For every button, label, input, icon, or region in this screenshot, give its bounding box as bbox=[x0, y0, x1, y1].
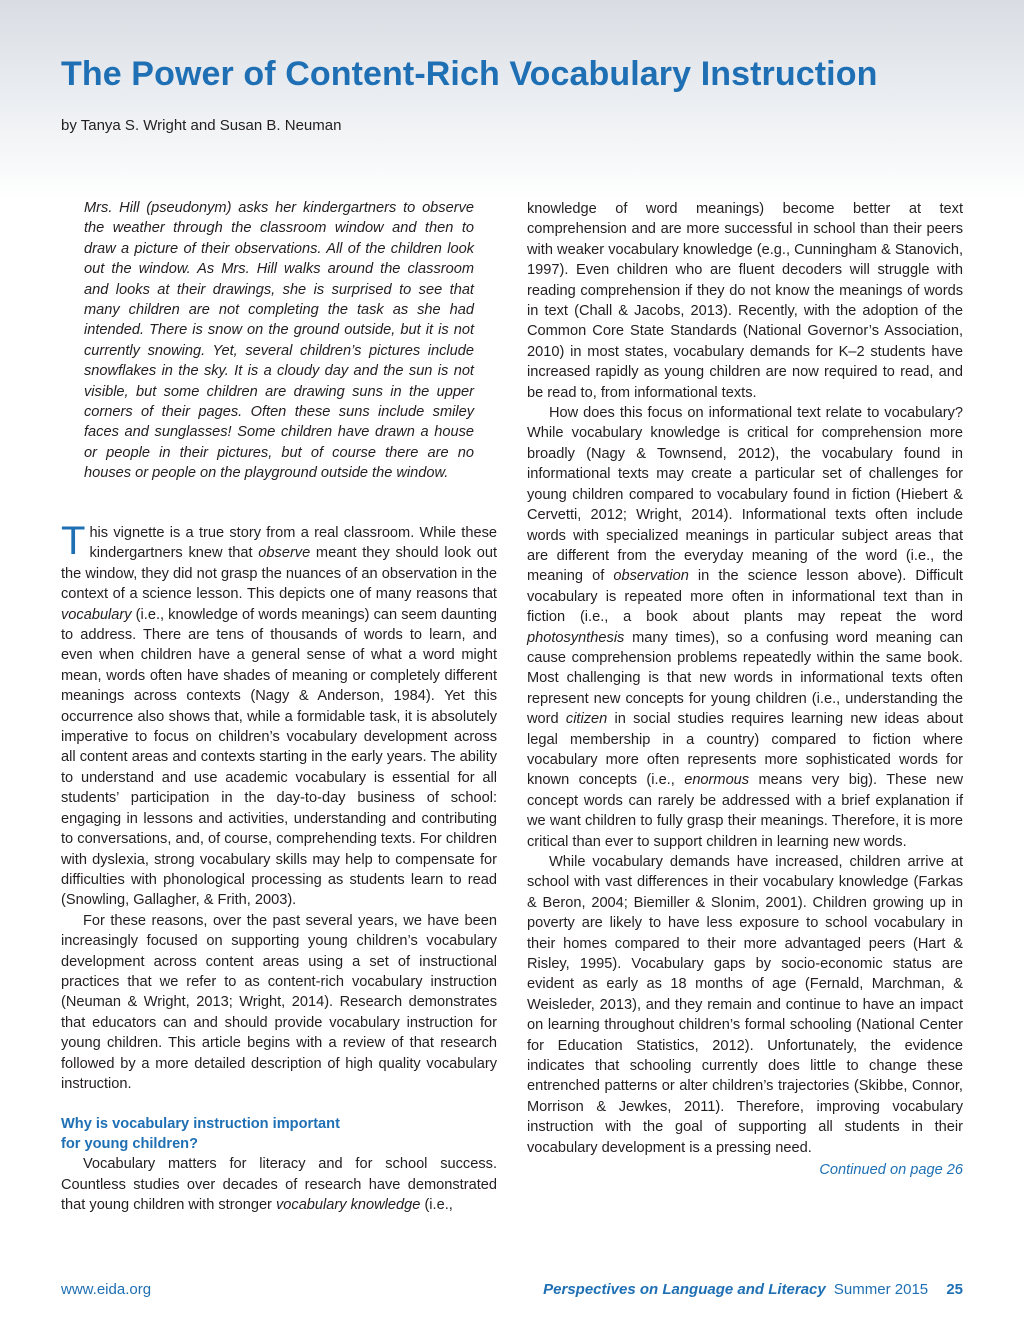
drop-cap: T bbox=[61, 519, 86, 563]
issue-season: Summer 2015 bbox=[833, 1281, 929, 1298]
right-column bbox=[527, 199, 963, 1181]
journal-name: Perspectives on Language and Literacy bbox=[543, 1281, 826, 1298]
paragraph-r1: knowledge of word meanings) become better at text comprehension and are more successful in school than their peers with weaker vocabulary knowledge (e.g., Cunningham & Stanovich, 1997). Even children who are fluent decoders will struggle with reading comprehension if they do not know the meanings of words in text (Chall & Jacobs, 2013). Recently, with the adoption of the Common Core State Standards (National Governor’s Association, 2010) in most states, vocabulary demands for K–2 students have increased rapidly as young children are now required to read, and be read to, from informational texts. bbox=[527, 201, 963, 401]
byline: by Tanya S. Wright and Susan B. Neuman bbox=[61, 117, 342, 134]
page-number: 25 bbox=[946, 1281, 963, 1298]
paragraph-1: This vignette is a true story from a real classroom. While these kindergartners knew that observe meant they should look out the window, they did not grasp the nuances of an observation in the context of a science lesson. This depicts one of many reasons that vocabulary (i.e., knowledge of words meanings) can seem daunting to address. There are tens of thousands of words to learn, and even when children have a general sense of what a word might mean, words often have shades of meaning or completely different meanings across contexts (Nagy & Anderson, 1984). Yet this occurrence also shows that, while a formidable task, it is absolutely imperative to focus on children’s vocabulary development across all content areas and contexts starting in the early years. The ability to understand and use academic vocabulary is essential for all students’ participation in the day-to-day business of school: engaging in lessons and activities, understanding and contributing to conversations, and, of course, comprehending texts. For children with dyslexia, strong vocabulary skills may help to compensate for difficulties with phonological processing as students learn to read (Snowling, Gallagher, & Frith, 2003). bbox=[61, 519, 498, 909]
left-column bbox=[61, 519, 498, 1216]
article-title: The Power of Content-Rich Vocabulary Instruction bbox=[61, 55, 878, 93]
paragraph-r2: How does this focus on informational text relate to vocabulary? While vocabulary knowledge is critical for comprehension more broadly (Nagy & Townsend, 2012), the vocabulary found in informational texts may create a particular set of challenges for young children compared to vocabulary found in fiction (Hiebert & Cervetti, 2012; Wright, 2014). Informational texts often include words with specialized meanings in particular subject areas that are different from the everyday meaning of the word (i.e., the meaning of observation in the science lesson above). Difficult vocabulary is repeated more often in informational text than in fiction (i.e., a book about plants may repeat the word photosynthesis many times), so a confusing word meaning can cause comprehension problems repeatedly within the same book. Most challenging is that new words in informational texts often represent new concepts for young children (i.e., understanding the word citizen in social studies requires learning new ideas about legal membership in a country) compared to fiction where vocabulary more often represents more sophisticated words for known concepts (i.e., enormous means very big). These new concept words can rarely be addressed with a brief explanation if we want children to fully grasp their meanings. Therefore, it is more critical than ever to support children in learning new words. bbox=[527, 405, 963, 850]
paragraph-2: For these reasons, over the past several years, we have been increasingly focused on supporting young children’s vocabulary development across content areas using a set of instructional practices that we refer to as content-rich vocabulary instruction (Neuman & Wright, 2013; Wright, 2014). Research demonstrates that educators can and should provide vocabulary instruction for young children. This article begins with a review of that research followed by a more detailed description of high quality vocabulary instruction. bbox=[61, 912, 497, 1092]
header-band bbox=[0, 0, 1024, 200]
opening-vignette: Mrs. Hill (pseudonym) asks her kindergartners to observe the weather through the classroom window and then to draw a picture of their observations. All of the children look out the window. As Mrs. Hill walks around the classroom and looks at their drawings, she is surprised to see that many children are not completing the task as she had intended. There is snow on the ground outside, but it is not currently snowing. Yet, several children’s pictures include snowflakes in the sky. It is a cloudy day and the sun is not visible, but some children are drawing suns in the upper corners of their pages. Often these suns include smiley faces and sunglasses! Some children have drawn a house or people in their pictures, but of course there are no houses or people on the playground outside the window. bbox=[84, 200, 474, 482]
section-heading: Why is vocabulary instruction important for young children? bbox=[61, 1116, 340, 1153]
paragraph-r3: While vocabulary demands have increased, children arrive at school with vast differences in their vocabulary knowledge (Farkas & Beron, 2004; Biemiller & Slonim, 2001). Children growing up in poverty are likely to have less exposure to school vocabulary in their homes compared to their more advantaged peers (Hart & Risley, 1995). Vocabulary gaps by socio-economic status are evident as early as 18 months of age (Fernald, Marchman, & Weisleder, 2013), and they remain and continue to have an impact on learning throughout children’s formal schooling (National Center for Education Statistics, 2012). Unfortunately, the evidence indicates that schooling currently does little to change these entrenched patterns or alter children’s trajectories (Skibbe, Connor, Morrison & Jewkes, 2011). Therefore, improving vocabulary instruction with the goal of supporting all students in their vocabulary development is a pressing need. bbox=[527, 854, 963, 1156]
footer-journal bbox=[543, 1281, 963, 1298]
continued-link[interactable]: Continued on page 26 bbox=[819, 1162, 963, 1179]
footer-website-link[interactable]: www.eida.org bbox=[61, 1281, 152, 1298]
paragraph-3: Vocabulary matters for literacy and for school success. Countless studies over decades of research have demonstrated that young children with stronger vocabulary knowledge (i.e., bbox=[61, 1156, 497, 1214]
